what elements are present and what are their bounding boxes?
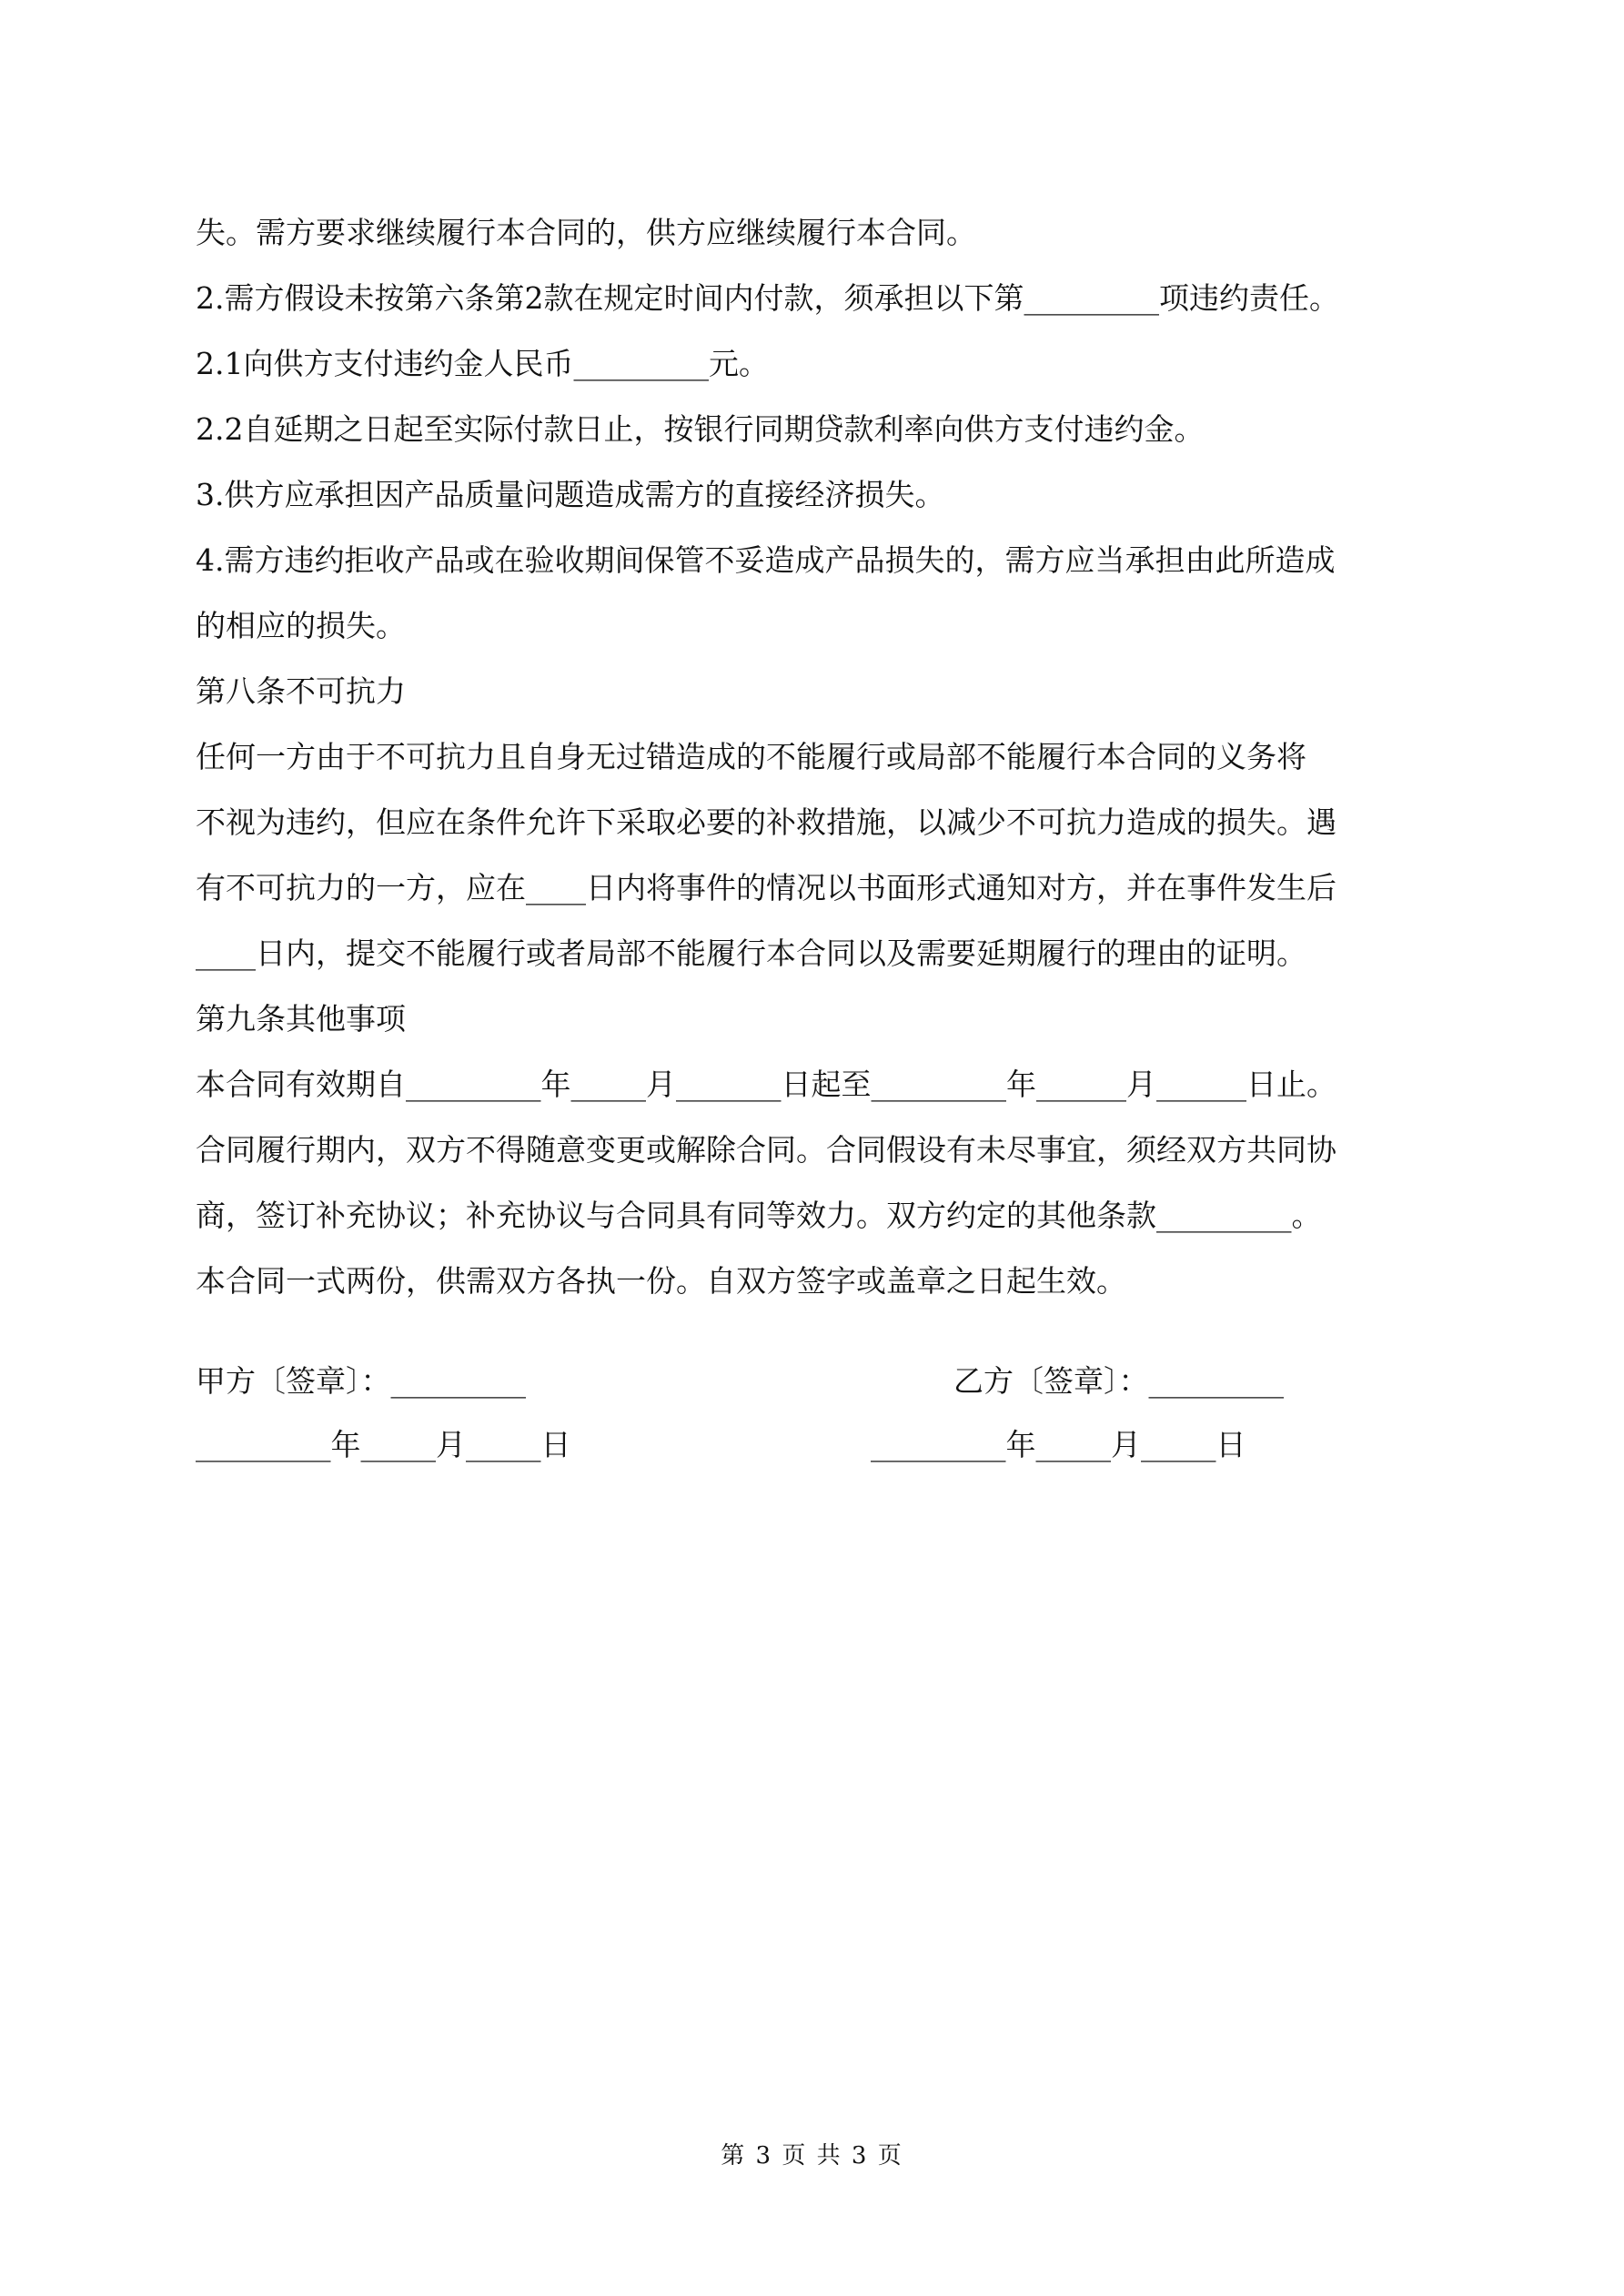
party-b-date: _________年_____月_____日: [871, 1427, 1246, 1462]
paragraph-line: 3.供方应承担因产品质量问题造成需方的直接经济损失。: [196, 477, 945, 512]
paragraph-line: 2.1向供方支付违约金人民币_________元。: [196, 346, 769, 381]
page-number: 第 3 页 共 3 页: [721, 2142, 903, 2170]
paragraph-line: 4.需方违约拒收产品或在验收期间保管不妥造成产品损失的，需方应当承担由此所造成: [196, 542, 1336, 578]
party-a-date: _________年_____月_____日: [196, 1427, 571, 1462]
paragraph-line: 有不可抗力的一方，应在____日内将事件的情况以书面形式通知对方，并在事件发生后: [196, 870, 1337, 905]
paragraph-line: 商，签订补充协议；补充协议与合同具有同等效力。双方约定的其他条款_________。: [196, 1198, 1322, 1233]
paragraph-line: 的相应的损失。: [196, 608, 406, 643]
paragraph-line: 本合同一式两份，供需双方各执一份。自双方签字或盖章之日起生效。: [196, 1263, 1126, 1299]
paragraph-line: 本合同有效期自_________年_____月_______日起至_________年______月______日止。: [196, 1067, 1337, 1102]
paragraph-line: 2.需方假设未按第六条第2款在规定时间内付款，须承担以下第_________项违约责任。: [196, 280, 1339, 316]
paragraph-line: ____日内，提交不能履行或者局部不能履行本合同以及需要延期履行的理由的证明。: [196, 936, 1306, 971]
paragraph-line: 2.2自延期之日起至实际付款日止，按银行同期贷款利率向供方支付违约金。: [196, 411, 1205, 447]
paragraph-line: 失。需方要求继续履行本合同的，供方应继续履行本合同。: [196, 215, 976, 250]
party-a-signature: 甲方〔签章〕：_________: [196, 1363, 526, 1399]
paragraph-line: 任何一方由于不可抗力且自身无过错造成的不能履行或局部不能履行本合同的义务将: [196, 739, 1306, 774]
party-b-signature: 乙方〔签章〕：_________: [953, 1363, 1284, 1399]
paragraph-line: 合同履行期内，双方不得随意变更或解除合同。合同假设有未尽事宜，须经双方共同协: [196, 1132, 1337, 1168]
paragraph-line: 不视为违约，但应在条件允许下采取必要的补救措施，以减少不可抗力造成的损失。遇: [196, 804, 1337, 840]
contract-body: [196, 200, 1442, 1314]
section-heading: 第九条其他事项: [196, 1001, 406, 1037]
section-heading: 第八条不可抗力: [196, 673, 406, 709]
